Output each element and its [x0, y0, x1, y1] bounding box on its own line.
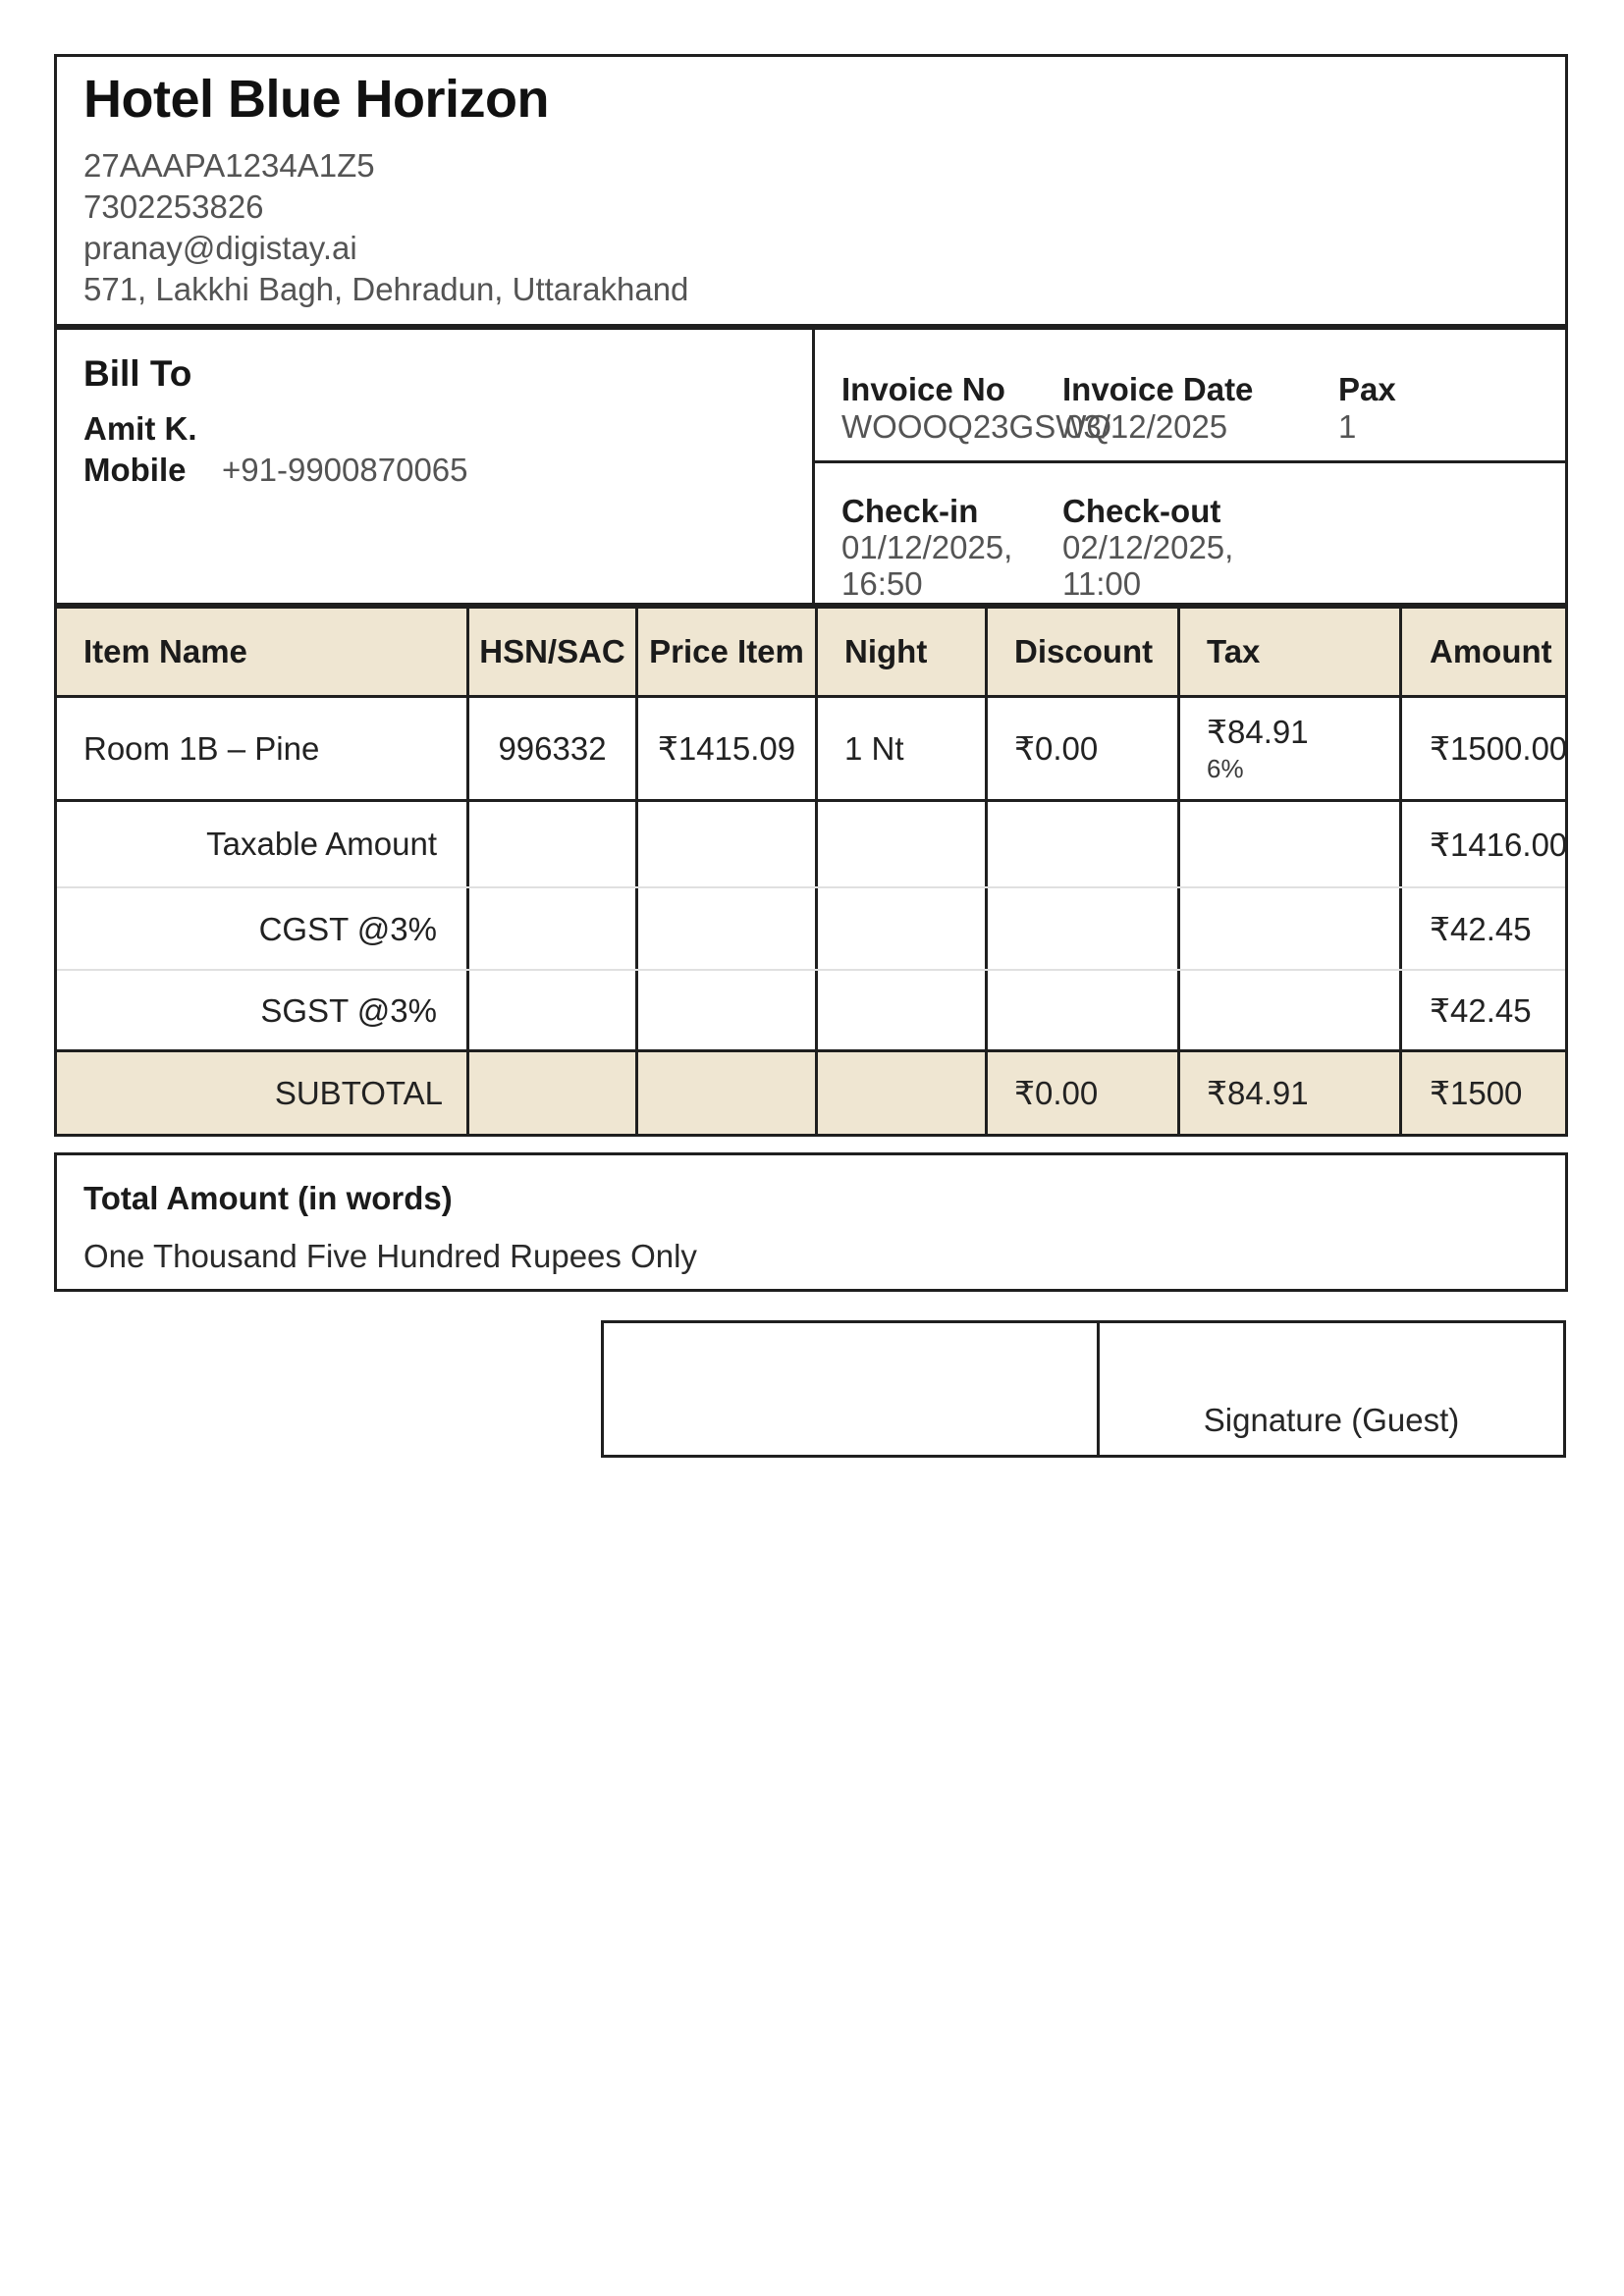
col-header-amount: Amount — [1430, 633, 1552, 669]
checkin-date: 01/12/2025, — [841, 529, 1013, 565]
invoice-meta-row-divider — [812, 460, 1568, 463]
hotel-gstin: 27AAAPA1234A1Z5 — [83, 147, 375, 184]
mobile-number: +91-9900870065 — [222, 452, 468, 488]
guest-signature-space — [604, 1323, 1097, 1455]
billing-vertical-divider — [812, 327, 815, 606]
col-header-item-name: Item Name — [83, 633, 247, 669]
item-tax-rate: 6% — [1207, 754, 1244, 783]
checkin-label: Check-in — [841, 493, 979, 529]
item-amount-cell: ₹1500.00 — [1430, 730, 1568, 767]
col-header-hsn-sac: HSN/SAC — [479, 633, 625, 669]
col-header-price-item: Price Item — [649, 633, 804, 669]
invoice-date-value: 03/12/2025 — [1065, 408, 1228, 445]
invoice-no-value: WOOOQ23GSWQ — [841, 408, 1112, 445]
hotel-phone: 7302253826 — [83, 188, 264, 225]
item-tax-value: ₹84.91 — [1207, 714, 1309, 750]
bill-to-title: Bill To — [83, 353, 192, 394]
summary-label-taxable: Taxable Amount — [206, 826, 437, 862]
checkout-label: Check-out — [1062, 493, 1221, 529]
total-words-value: One Thousand Five Hundred Rupees Only — [83, 1238, 697, 1274]
summary-label-sgst: SGST @3% — [260, 991, 437, 1029]
invoice-no-label: Invoice No — [841, 371, 1005, 407]
checkin-time: 16:50 — [841, 565, 923, 602]
item-night-cell: 1 Nt — [844, 729, 904, 767]
summary-amount-taxable: ₹1416.00 — [1430, 826, 1568, 863]
subtotal-amount: ₹1500 — [1430, 1075, 1523, 1111]
row-divider-light — [57, 969, 1565, 971]
signature-label: Signature (Guest) — [1203, 1402, 1460, 1438]
summary-label-cgst: CGST @3% — [258, 910, 437, 947]
row-divider-light — [57, 886, 1565, 888]
pax-value: 1 — [1338, 408, 1357, 445]
item-hsn-cell: 996332 — [498, 729, 607, 767]
pax-label: Pax — [1338, 371, 1396, 407]
subtotal-discount: ₹0.00 — [1014, 1075, 1099, 1111]
summary-amount-sgst: ₹42.45 — [1430, 992, 1532, 1029]
checkout-time: 11:00 — [1062, 565, 1142, 602]
hotel-name: Hotel Blue Horizon — [83, 70, 549, 129]
item-name-cell: Room 1B – Pine — [83, 729, 320, 767]
invoice-date-label: Invoice Date — [1062, 371, 1254, 407]
mobile-label: Mobile — [83, 452, 187, 488]
checkout-date: 02/12/2025, — [1062, 529, 1234, 565]
guest-name: Amit K. — [83, 410, 197, 447]
item-price-cell: ₹1415.09 — [657, 730, 796, 767]
summary-amount-cgst: ₹42.45 — [1430, 911, 1532, 947]
hotel-address: 571, Lakkhi Bagh, Dehradun, Uttarakhand — [83, 271, 689, 307]
subtotal-label: SUBTOTAL — [274, 1074, 443, 1111]
hotel-email: pranay@digistay.ai — [83, 230, 357, 266]
item-tax-cell — [1180, 698, 1399, 799]
col-header-night: Night — [844, 633, 928, 669]
subtotal-tax: ₹84.91 — [1207, 1075, 1309, 1111]
item-discount-cell: ₹0.00 — [1014, 730, 1099, 767]
col-header-tax: Tax — [1207, 633, 1261, 669]
col-header-discount: Discount — [1014, 633, 1154, 669]
total-words-label: Total Amount (in words) — [83, 1180, 453, 1216]
